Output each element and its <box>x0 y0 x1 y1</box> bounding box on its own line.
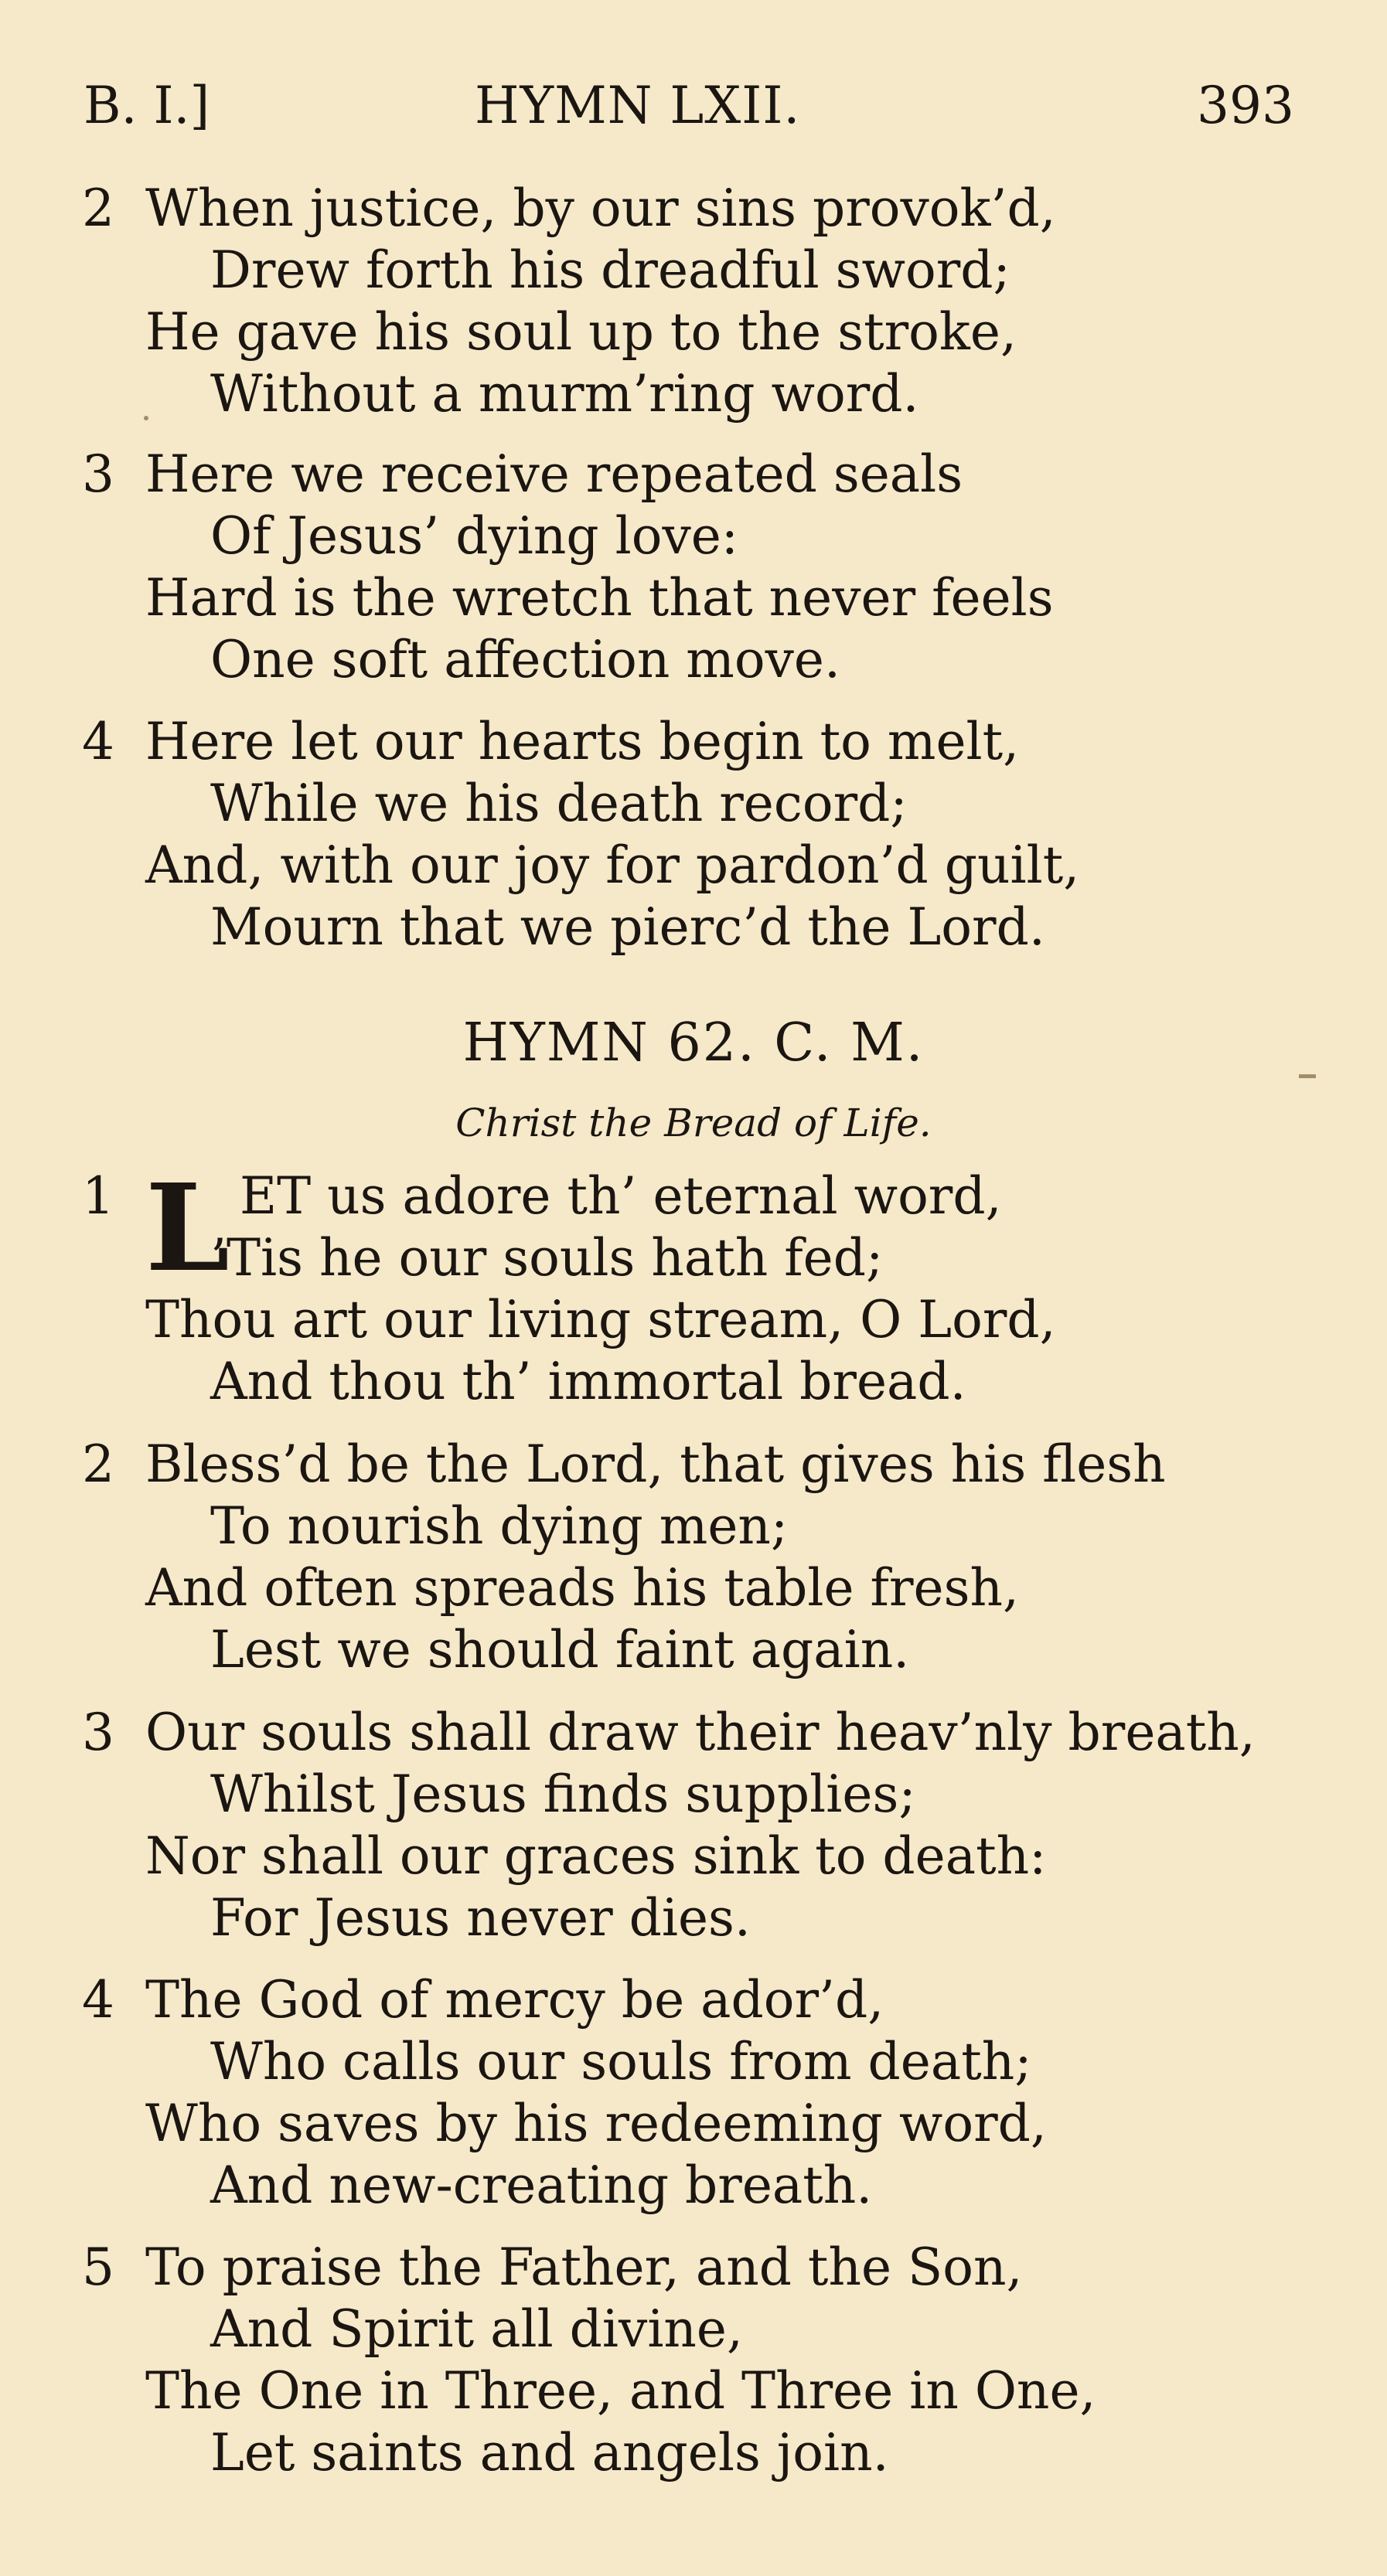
hymn-title: HYMN 62. C. M. <box>462 1012 925 1074</box>
verse-line: When justice, by our sins provok’d, <box>145 179 1056 238</box>
verse-line: To nourish dying men; <box>210 1496 789 1556</box>
verse-line: For Jesus never dies. <box>210 1888 751 1948</box>
verse-line: Let saints and angels join. <box>210 2423 889 2482</box>
stanza-number: 2 <box>82 1434 114 1494</box>
running-header <box>0 71 1387 141</box>
print-speck <box>144 416 148 420</box>
verse-line: Who saves by his redeeming word, <box>145 2094 1047 2153</box>
stanza-2 <box>0 1434 1387 1681</box>
stanza-number: 2 <box>82 179 114 238</box>
verse-line: Hard is the wretch that never feels <box>145 568 1054 628</box>
verse-line: Who calls our souls from death; <box>210 2032 1032 2091</box>
stanza-4 <box>0 1969 1387 2217</box>
drop-cap: L <box>145 1157 230 1298</box>
verse-line: Nor shall our graces sink to death: <box>145 1826 1047 1886</box>
stanza-prev-2 <box>0 178 1387 425</box>
verse-line: Here let our hearts begin to melt, <box>145 712 1020 771</box>
page-number: 393 <box>1197 76 1294 135</box>
verse-line: Of Jesus’ dying love: <box>210 506 739 566</box>
stanza-prev-3 <box>0 444 1387 691</box>
stanza-1 <box>0 1157 1387 1413</box>
stanza-number: 3 <box>82 444 114 504</box>
verse-line: To praise the Father, and the Son, <box>145 2237 1023 2297</box>
verse-line: Bless’d be the Lord, that gives his flesh <box>145 1434 1166 1494</box>
running-title: HYMN LXII. <box>475 76 801 135</box>
book-section-label: B. I.] <box>83 76 210 135</box>
hymn-subtitle: Christ the Bread of Life. <box>455 1101 932 1145</box>
verse-line: ET us adore th’ eternal word, <box>240 1166 1002 1226</box>
stanza-number: 5 <box>82 2237 114 2297</box>
stanza-number: 3 <box>82 1703 114 1762</box>
verse-line: Whilst Jesus finds supplies; <box>210 1764 916 1824</box>
stanza-number: 4 <box>82 1970 114 2030</box>
verse-line: Without a murm’ring word. <box>210 364 919 424</box>
stanza-number: 4 <box>82 712 114 771</box>
verse-line: And often spreads his table fresh, <box>145 1558 1019 1618</box>
verse-line: Mourn that we pierc’d the Lord. <box>210 897 1045 957</box>
verse-line: Here we receive repeated seals <box>145 444 963 504</box>
verse-line: Our souls shall draw their heav’nly breath, <box>145 1703 1256 1762</box>
verse-line: ’Tis he our souls hath fed; <box>210 1228 884 1288</box>
verse-line: The God of mercy be ador’d, <box>145 1970 884 2030</box>
stanza-3 <box>0 1702 1387 1949</box>
verse-line: And Spirit all divine, <box>210 2299 743 2359</box>
verse-line: One soft affection move. <box>210 630 840 689</box>
verse-line: He gave his soul up to the stroke, <box>145 302 1017 362</box>
verse-line: And, with our joy for pardon’d guilt, <box>145 835 1080 895</box>
verse-line: Thou art our living stream, O Lord, <box>145 1290 1056 1349</box>
verse-line: And new-creating breath. <box>210 2156 873 2215</box>
stanza-5 <box>0 2237 1387 2484</box>
verse-line: While we his death record; <box>210 774 908 833</box>
verse-line: Drew forth his dreadful sword; <box>210 240 1010 300</box>
stanza-prev-4 <box>0 711 1387 958</box>
print-speck <box>1299 1074 1316 1078</box>
verse-line: And thou th’ immortal bread. <box>210 1352 966 1411</box>
stanza-number: 1 <box>82 1166 114 1226</box>
verse-line: Lest we should faint again. <box>210 1620 910 1679</box>
verse-line: The One in Three, and Three in One, <box>145 2361 1096 2421</box>
